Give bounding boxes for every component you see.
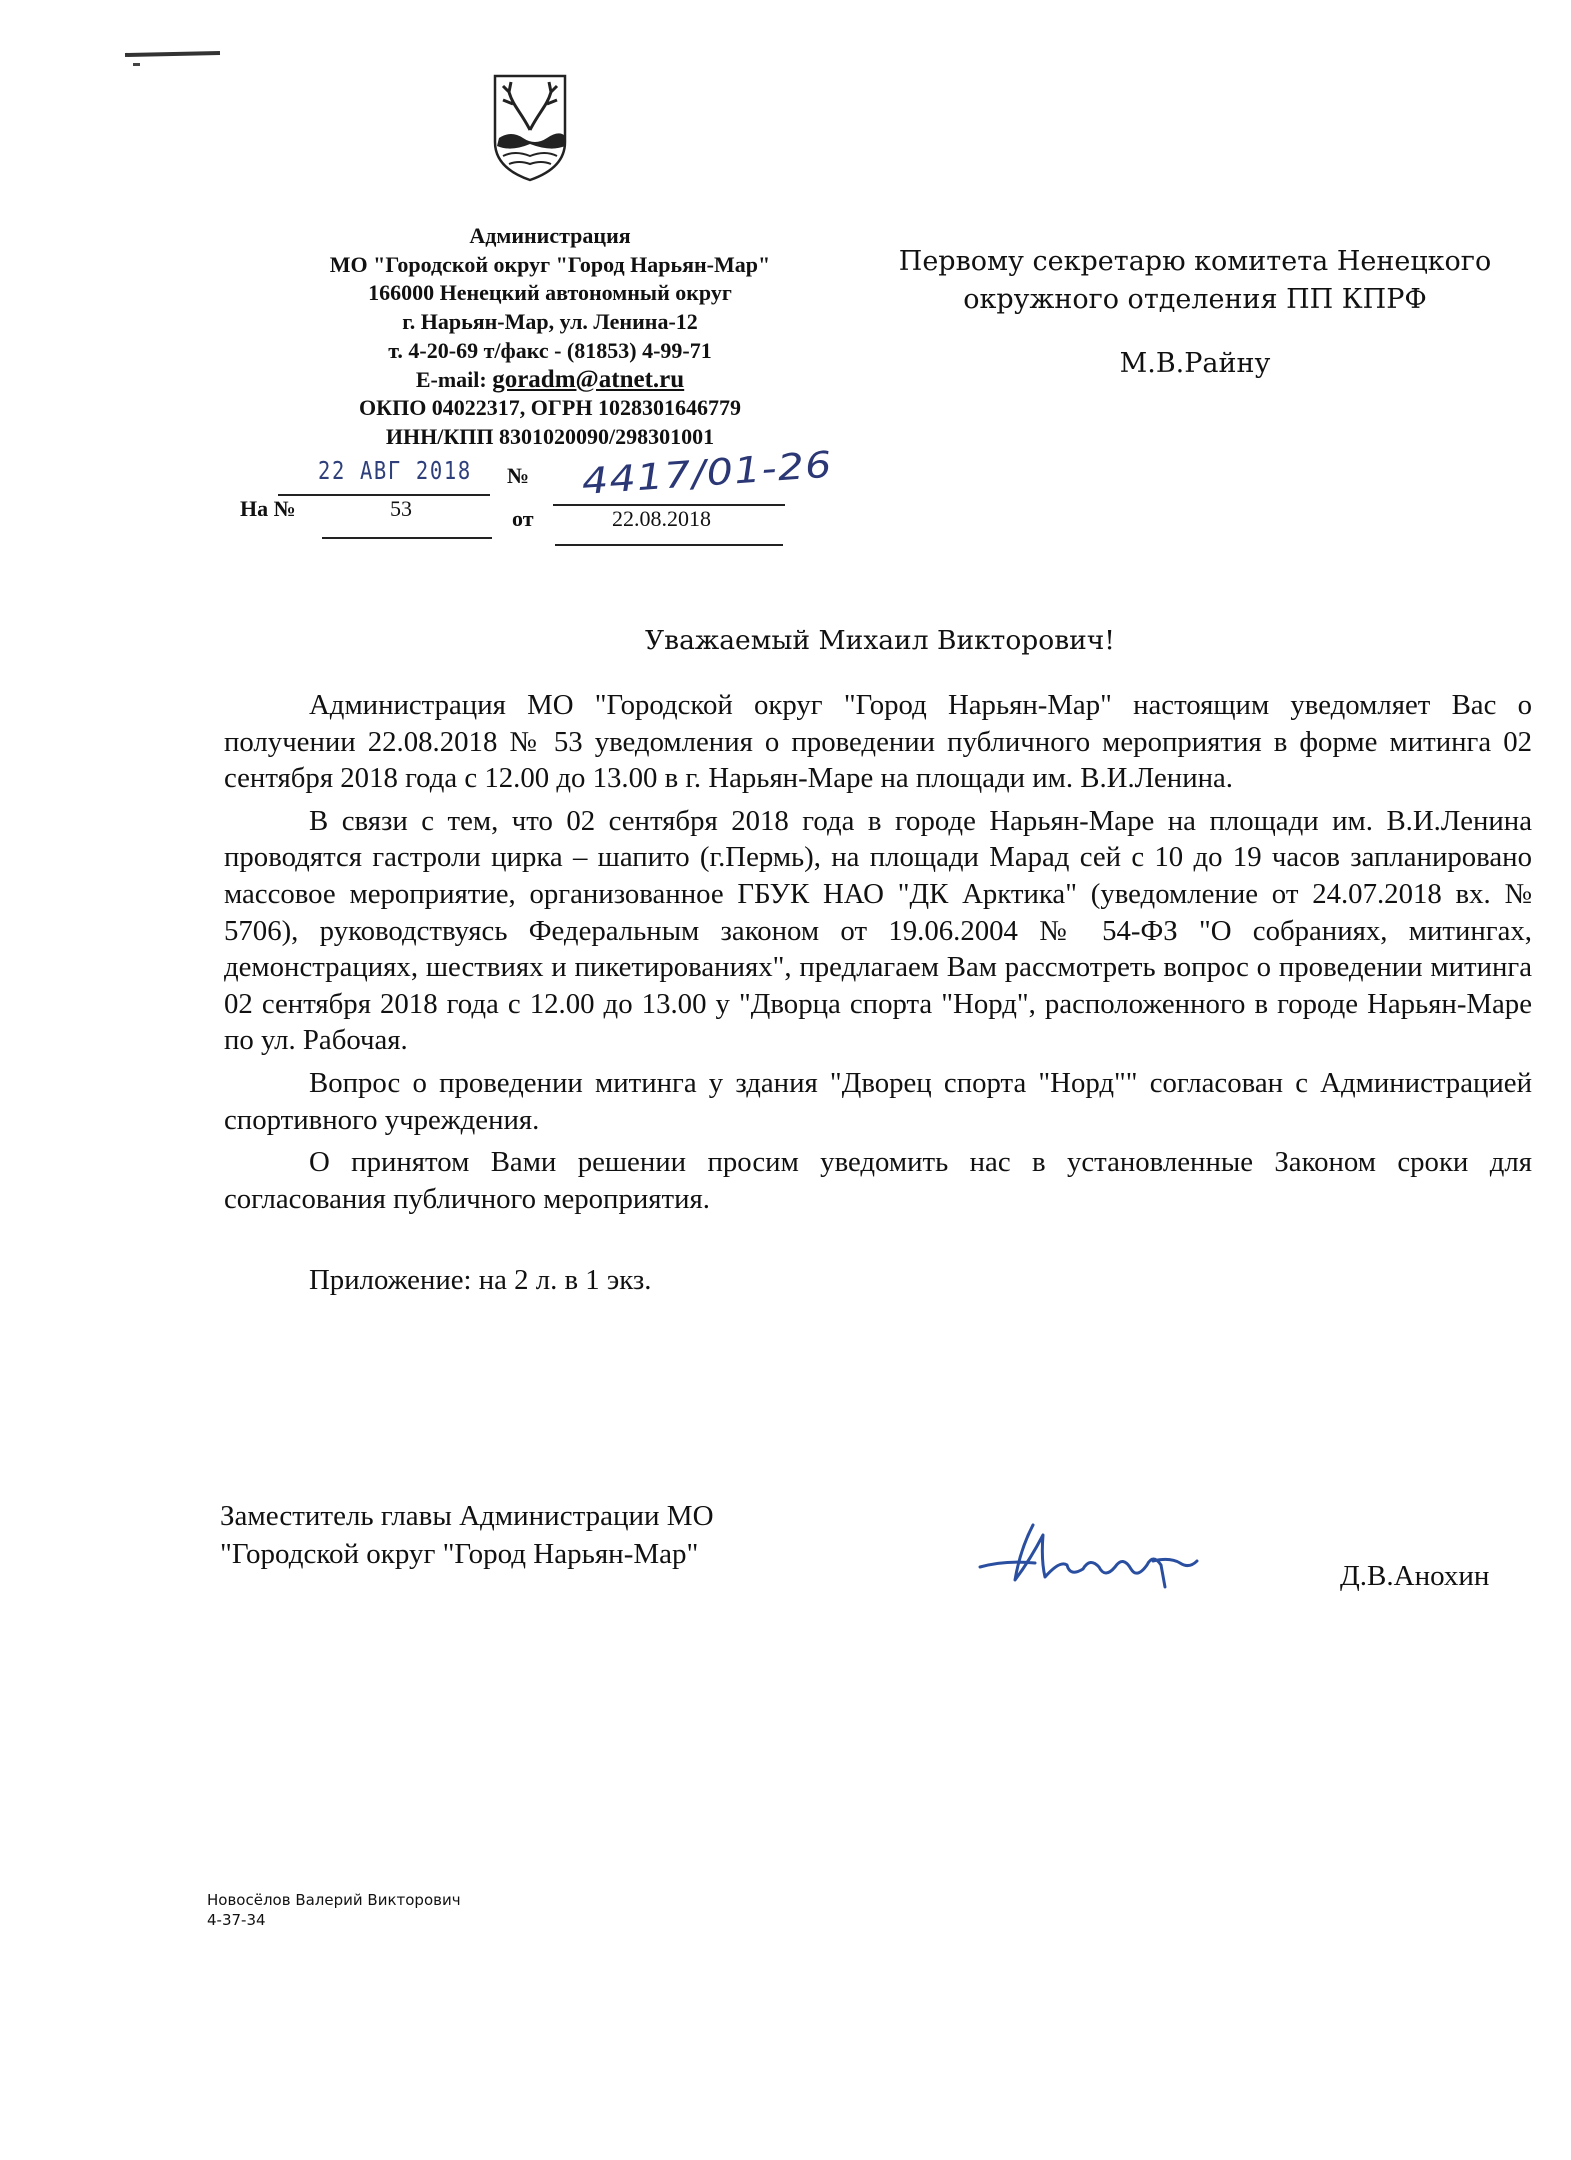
signatory-title-line: Заместитель главы Администрации МО	[220, 1500, 714, 1532]
annex-note: Приложение: на 2 л. в 1 экз.	[309, 1264, 652, 1297]
handwritten-signature	[975, 1505, 1205, 1600]
body-paragraph: О принятом Вами решении просим уведомить нас в установленные Законом сроки для согласования публичного мероприятия.	[224, 1146, 1532, 1215]
sender-org: Администрация	[469, 223, 631, 248]
executor-info	[207, 1890, 461, 1930]
executor-name: Новосёлов Валерий Викторович	[207, 1891, 461, 1909]
incoming-number: 53	[390, 496, 412, 521]
sender-inn: ИНН/КПП 8301020090/298301001	[385, 423, 715, 449]
divider	[278, 494, 490, 496]
registration-number-label: №	[507, 463, 530, 488]
greeting: Уважаемый Михаил Викторович!	[645, 625, 1115, 656]
incoming-number-label: На №	[240, 496, 296, 521]
recipient-name: М.В.Райну	[1119, 348, 1271, 379]
divider	[555, 544, 783, 546]
signatory-title-line: "Городской округ "Город Нарьян-Мар"	[220, 1538, 699, 1570]
letter-body	[224, 687, 1532, 1305]
incoming-date: 22.08.2018	[612, 506, 711, 531]
executor-phone: 4-37-34	[207, 1911, 266, 1929]
incoming-date-label: от	[512, 506, 534, 531]
body-paragraph: Вопрос о проведении митинга у здания "Дворец спорта "Норд"" согласован с Администрацией спортивного учреждения.	[224, 1066, 1532, 1136]
divider	[322, 537, 492, 539]
body-paragraph: В связи с тем, что 02 сентября 2018 года в городе Нарьян-Маре на площади им. В.И.Ленина проводятся гастроли цирка – шапито (г.Пермь), на площади Марад сей с 10 до 19 часов запланировано массовое мероприятие, организованное ГБУК НАО "ДК Арктика" (уведомление от 24.07.2018 вх. № 5706), руководствуясь Федеральным законом от 19.06.2004 № 54-ФЗ "О собраниях, митингах, демонстрациях, шествиях и пикетированиях", предлагаем Вам рассмотреть вопрос о проведении митинга 02 сентября 2018 года с 12.00 до 13.00 у "Дворца спорта "Норд", расположенного в городе Нарьян-Маре по ул. Рабочая.	[224, 804, 1532, 1057]
body-paragraph: Администрация МО "Городской округ "Город Нарьян-Мар" настоящим уведомляет Вас о получении 22.08.2018 № 53 уведомления о проведении публичного мероприятия в форме митинга 02 сентября 2018 года с 12.00 до 13.00 в г. Нарьян-Маре на площади им. В.И.Ленина.	[224, 689, 1532, 795]
scan-artifact	[125, 51, 220, 57]
recipient-organization: окружного отделения ПП КПРФ	[963, 284, 1427, 315]
recipient-position: Первому секретарю комитета Ненецкого	[898, 246, 1492, 277]
registration-number-handwritten: 4417/01-26	[580, 444, 834, 503]
email-link[interactable]: goradm@atnet.ru	[492, 365, 685, 393]
recipient-block	[895, 243, 1495, 383]
sender-phone: т. 4-20-69 т/факс - (81853) 4-99-71	[388, 337, 712, 363]
sender-block	[270, 222, 830, 452]
nenets-coat-of-arms-icon	[491, 72, 569, 184]
email-label: E-mail:	[415, 366, 493, 392]
signatory-name: Д.В.Анохин	[1340, 1560, 1490, 1592]
registration-date-stamp: 22 АВГ 2018	[318, 456, 472, 485]
sender-postcode: 166000 Ненецкий автономный округ	[368, 280, 732, 306]
sender-email-line	[270, 366, 830, 395]
sender-municipality: МО "Городской округ "Город Нарьян-Мар"	[329, 251, 771, 277]
sender-address: г. Нарьян-Мар, ул. Ленина-12	[402, 309, 698, 335]
sender-okpo: ОКПО 04022317, ОГРН 1028301646779	[359, 395, 741, 421]
signatory-title	[220, 1497, 714, 1573]
scan-artifact	[133, 63, 140, 66]
